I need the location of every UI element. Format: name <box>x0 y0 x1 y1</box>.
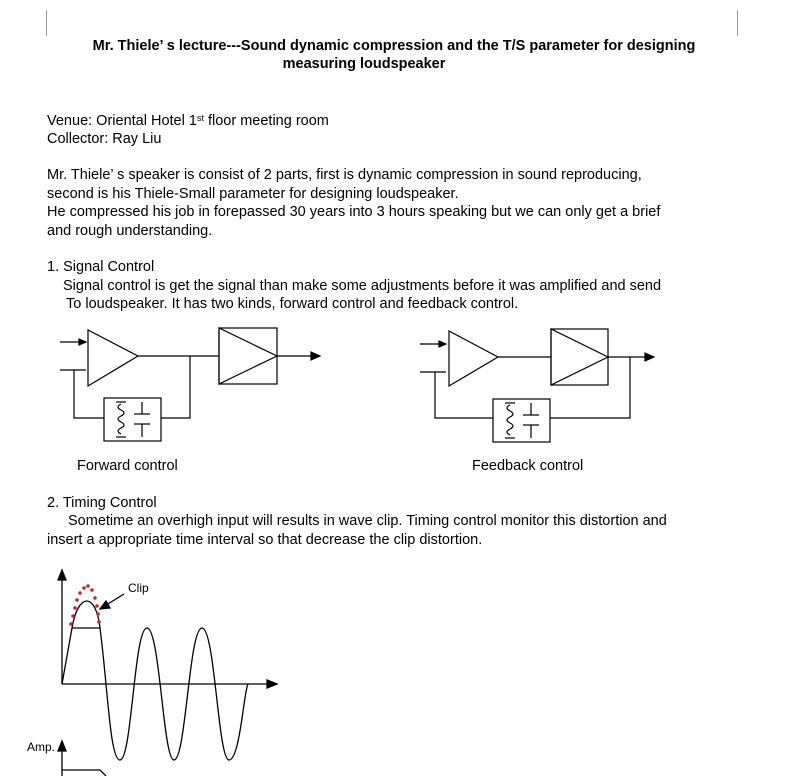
fwd-amplifier-triangle <box>88 330 138 386</box>
intro-line-3: He compressed his job in forepassed 30 years into 3 hours speaking but we can only get a brief <box>47 204 661 220</box>
venue-prefix: Venue: Oriental Hotel 1 <box>47 113 197 129</box>
wave-y-arrowhead <box>58 570 66 580</box>
section1-body-line-2: To loudspeaker. It has two kinds, forward control and feedback control. <box>66 296 519 312</box>
forward-control-caption: Forward control <box>77 458 178 474</box>
amp-trace <box>62 770 106 776</box>
amp-y-arrowhead <box>58 741 66 751</box>
fb-output-amp-triangle <box>551 329 608 385</box>
section2-body-line-1: Sometime an overhigh input will results in wave clip. Timing control monitor this distortion and <box>68 513 667 529</box>
fb-inductor-coil <box>507 405 513 435</box>
fwd-loop-right <box>161 356 190 418</box>
sine-wave <box>62 601 248 760</box>
section1-body-line-1: Signal control is get the signal than make some adjustments before it was amplified and send <box>63 278 662 294</box>
intro-line-1: Mr. Thiele’ s speaker is consist of 2 parts, first is dynamic compression in sound reproducing, <box>47 167 642 183</box>
clip-label: Clip <box>128 581 149 595</box>
fb-loop-left <box>435 372 493 418</box>
fwd-inductor-coil <box>118 404 124 434</box>
fb-control-box <box>493 399 550 442</box>
venue-suffix: floor meeting room <box>203 113 329 129</box>
amp-label: Amp. <box>27 740 56 754</box>
section1-heading: 1. Signal Control <box>47 259 155 275</box>
section2-body-line-2: insert a appropriate time interval so that decrease the clip distortion. <box>47 532 483 548</box>
title-line-2: measuring loudspeaker <box>282 56 446 72</box>
fwd-output-amp-box <box>219 328 277 384</box>
fwd-output-arrowhead <box>311 352 320 360</box>
title-line-1: Mr. Thiele’ s lecture---Sound dynamic compression and the T/S parameter for designing <box>92 38 696 54</box>
fwd-loop-left <box>74 370 104 418</box>
feedback-control-caption: Feedback control <box>472 458 584 474</box>
fb-output-amp-box <box>551 329 608 385</box>
fwd-control-box <box>104 398 161 441</box>
fb-amplifier-triangle <box>449 331 498 386</box>
section2-heading: 2. Timing Control <box>47 495 157 511</box>
fwd-input-arrowhead <box>79 339 86 345</box>
intro-line-4: and rough understanding. <box>47 223 213 239</box>
fb-output-arrowhead <box>645 353 654 361</box>
fb-input-arrowhead <box>439 341 446 347</box>
intro-line-2: second is his Thiele-Small parameter for designing loudspeaker. <box>47 186 459 202</box>
wave-x-arrowhead <box>267 680 277 688</box>
venue-superscript: st <box>196 113 204 123</box>
fwd-output-amp-triangle <box>219 328 277 384</box>
clip-pointer-arrowhead <box>100 601 110 609</box>
collector-line: Collector: Ray Liu <box>47 131 162 147</box>
